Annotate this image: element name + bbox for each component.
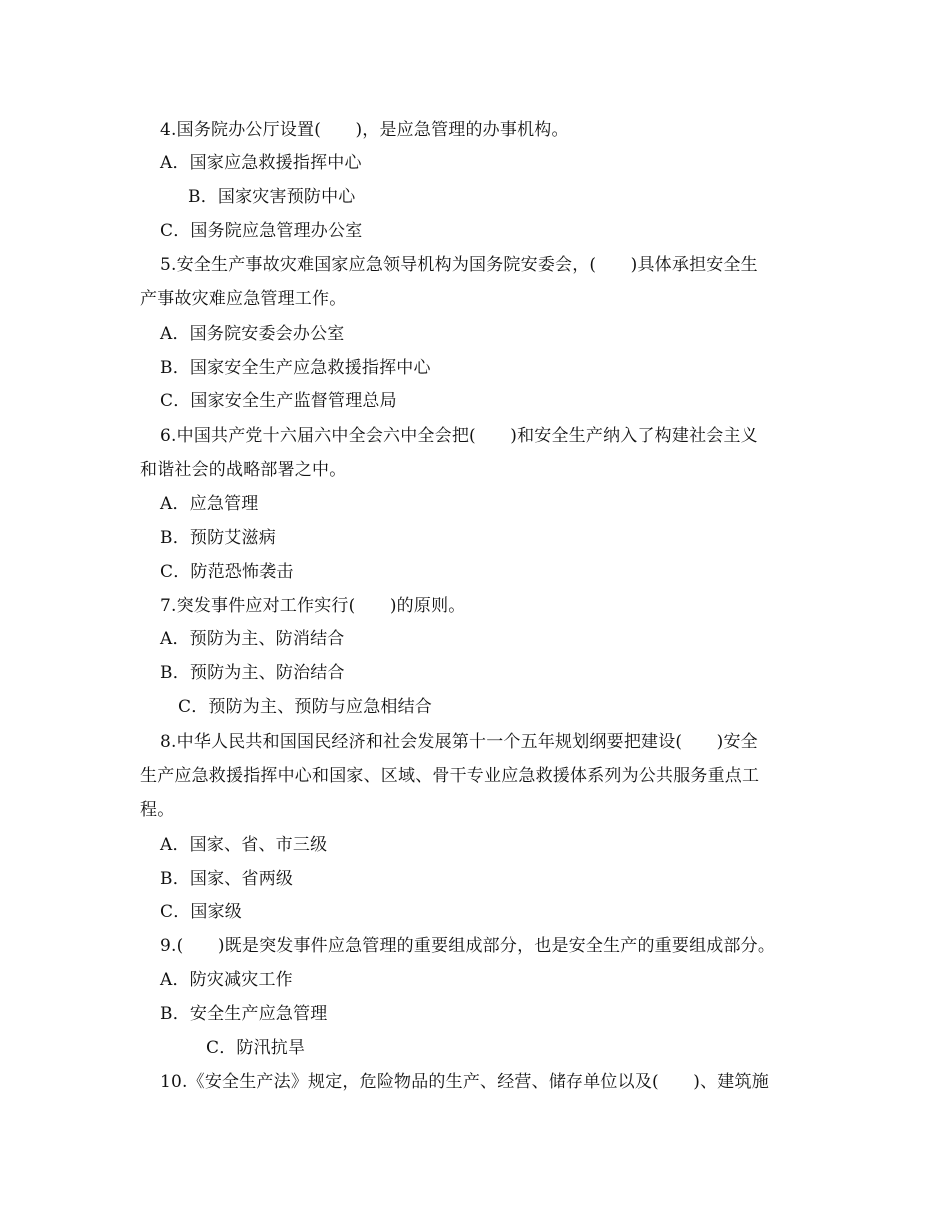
question-7-option-b: B．预防为主、防治结合 (160, 663, 345, 683)
question-4-stem-line-1: 4.国务院办公厅设置( )，是应急管理的办事机构。 (160, 120, 569, 140)
question-8-stem-line-3: 程。 (140, 800, 175, 820)
question-5-stem-line-2: 产事故灾难应急管理工作。 (140, 289, 347, 309)
question-4-option-b: B．国家灾害预防中心 (188, 187, 356, 207)
question-7-stem-line-1: 7.突发事件应对工作实行( )的原则。 (160, 596, 466, 616)
question-5-stem-line-1: 5.安全生产事故灾难国家应急领导机构为国务院安委会，( )具体承担安全生 (160, 255, 758, 275)
question-4-option-c: C．国务院应急管理办公室 (160, 221, 363, 241)
question-9-stem-line-1: 9.( )既是突发事件应急管理的重要组成部分，也是安全生产的重要组成部分。 (160, 936, 776, 956)
question-10-stem-line-1: 10.《安全生产法》规定，危险物品的生产、经营、储存单位以及( )、建筑施 (160, 1072, 769, 1092)
question-8-option-c: C．国家级 (160, 902, 243, 922)
question-8-option-b: B．国家、省两级 (160, 869, 294, 889)
question-6-option-b: B．预防艾滋病 (160, 528, 276, 548)
question-6-option-a: A．应急管理 (160, 494, 259, 514)
question-5-option-b: B．国家安全生产应急救援指挥中心 (160, 358, 431, 378)
question-8-stem-line-2: 生产应急救援指挥中心和国家、区域、骨干专业应急救援体系列为公共服务重点工 (140, 766, 760, 786)
question-6-stem-line-1: 6.中国共产党十六届六中全会六中全会把( )和安全生产纳入了构建社会主义 (160, 426, 758, 446)
question-6-option-c: C．防范恐怖袭击 (160, 562, 294, 582)
question-8-option-a: A．国家、省、市三级 (160, 835, 328, 855)
question-8-stem-line-1: 8.中华人民共和国国民经济和社会发展第十一个五年规划纲要把建设( )安全 (160, 732, 758, 752)
question-7-option-c: C．预防为主、预防与应急相结合 (178, 697, 433, 717)
question-4-option-a: A．国家应急救援指挥中心 (160, 153, 362, 173)
question-5-option-c: C．国家安全生产监督管理总局 (160, 391, 397, 411)
question-7-option-a: A．预防为主、防消结合 (160, 629, 345, 649)
question-9-option-b: B．安全生产应急管理 (160, 1004, 328, 1024)
question-5-option-a: A．国务院安委会办公室 (160, 324, 345, 344)
question-6-stem-line-2: 和谐社会的战略部署之中。 (140, 460, 347, 480)
question-9-option-c: C．防汛抗旱 (206, 1038, 306, 1058)
question-9-option-a: A．防灾减灾工作 (160, 970, 293, 990)
